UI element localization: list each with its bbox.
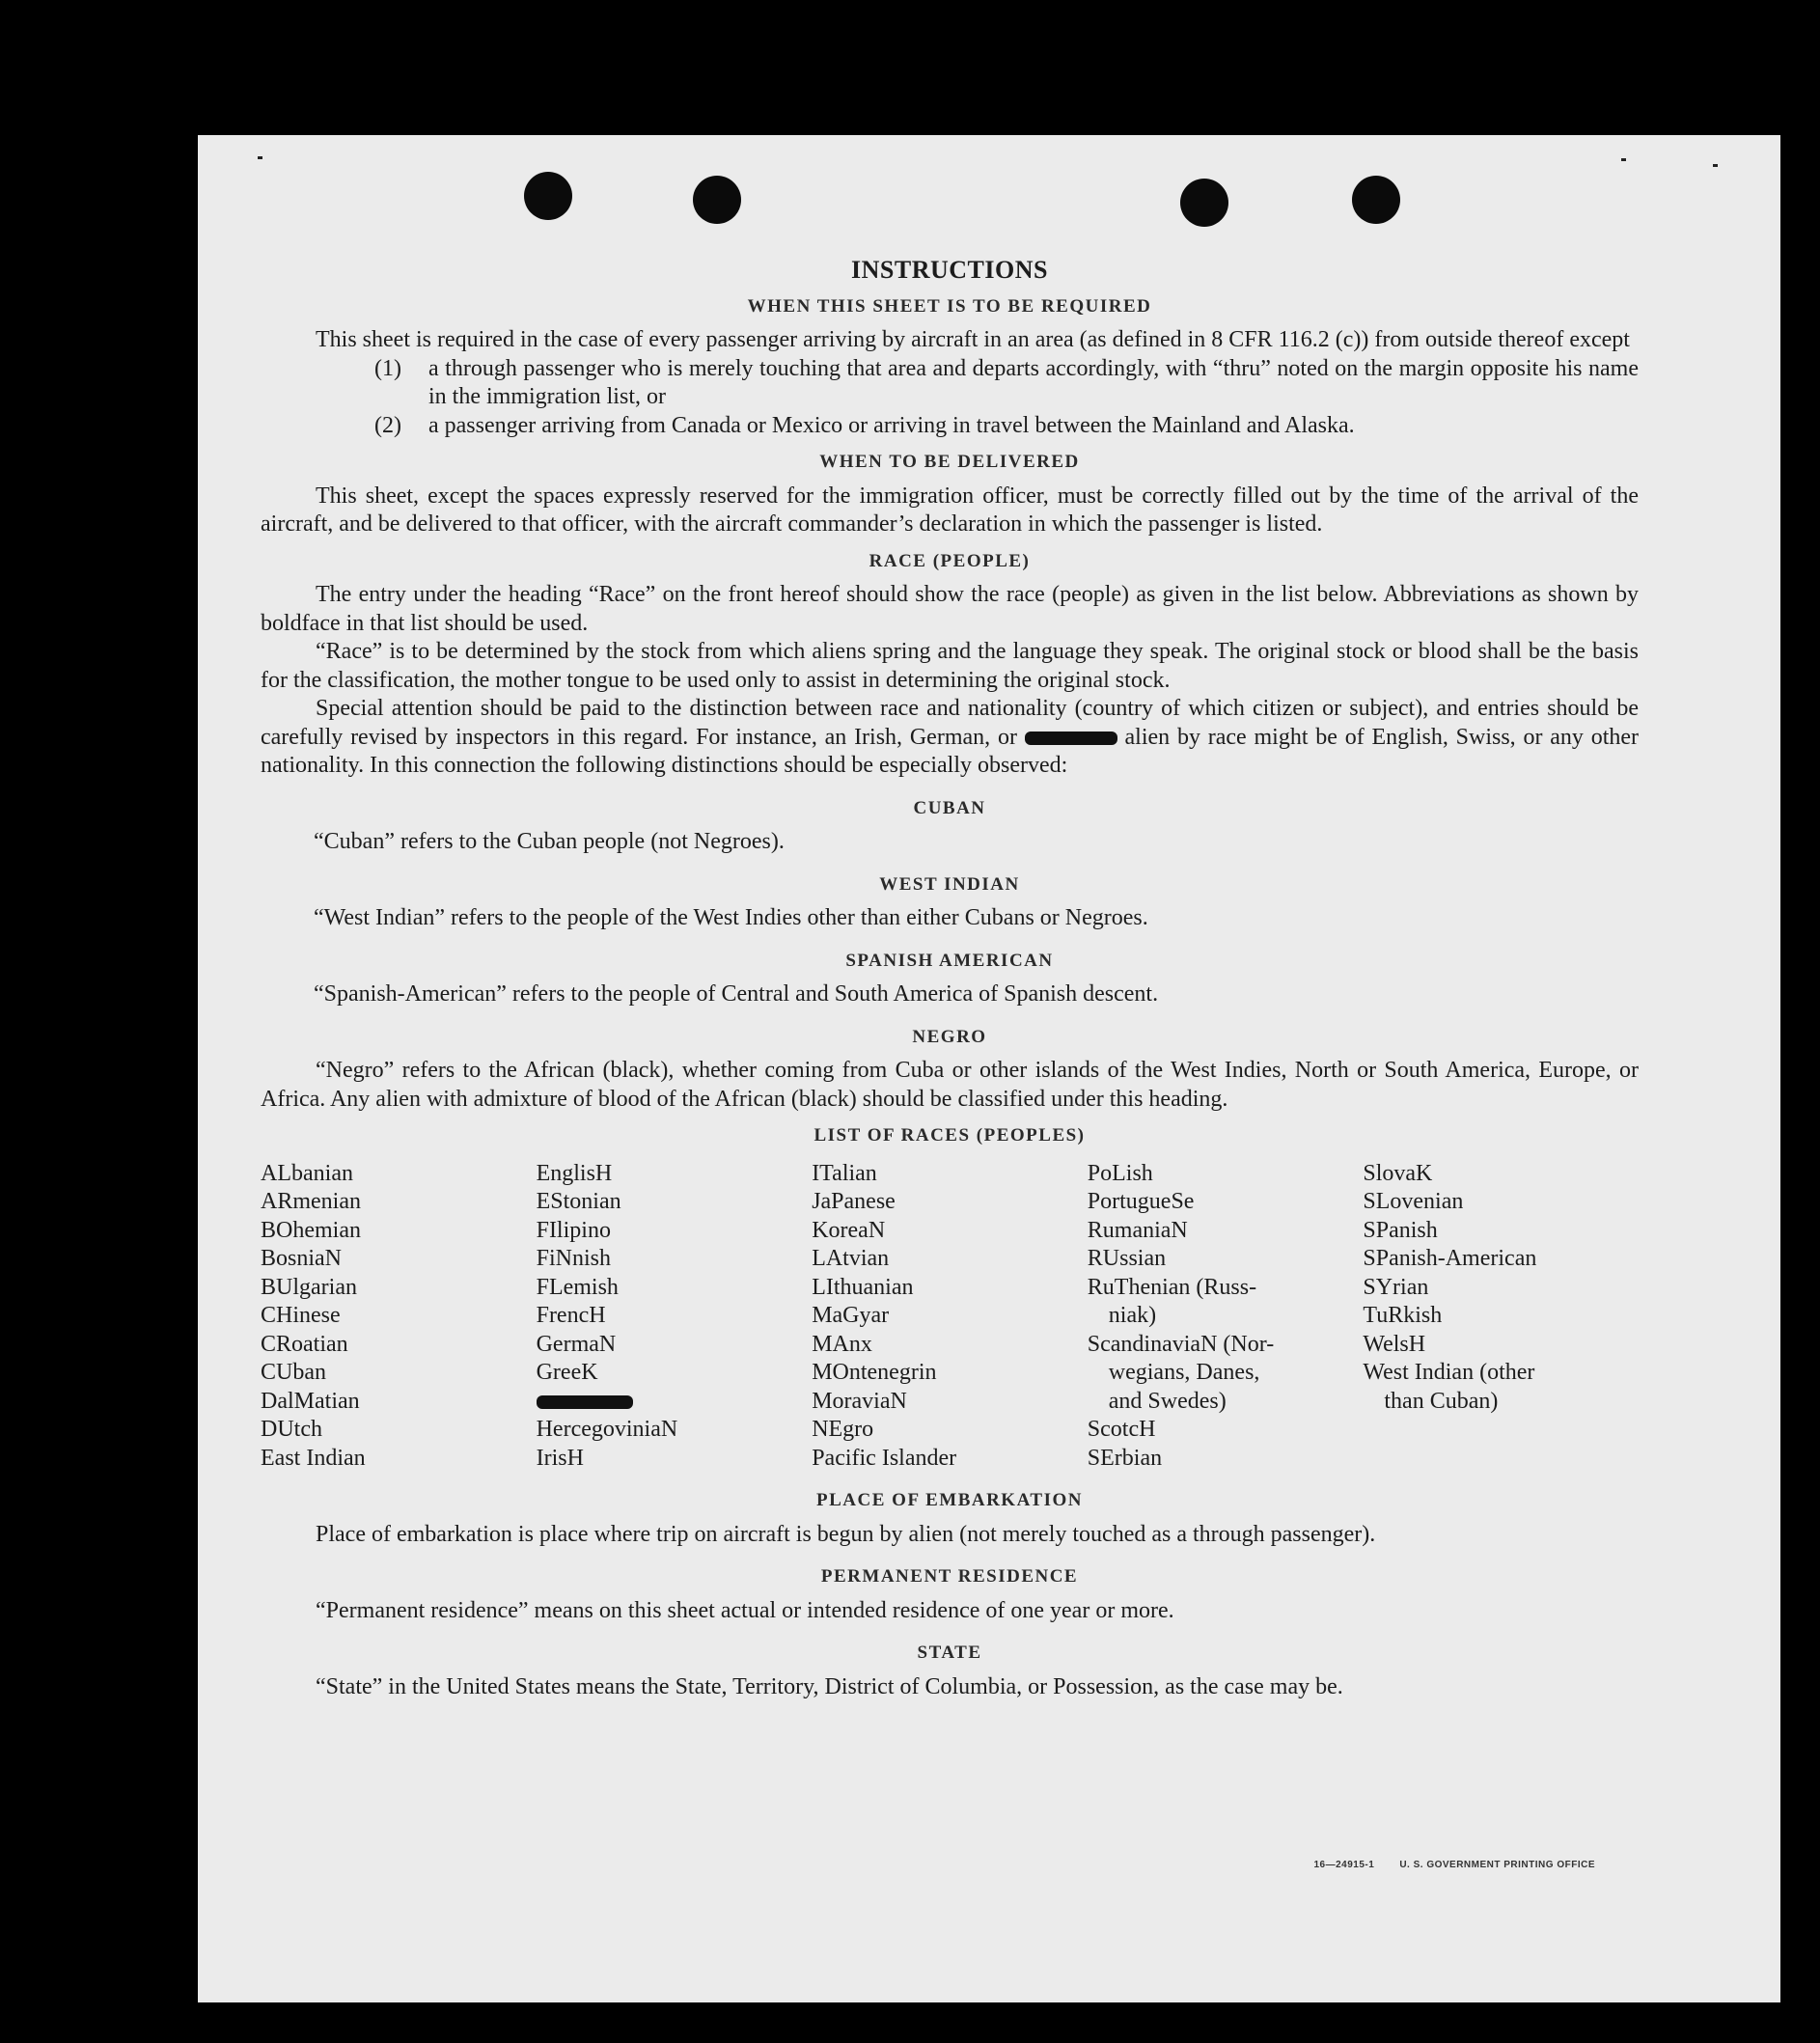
race-item: DalMatian: [261, 1388, 360, 1414]
race-item: SErbian: [1087, 1445, 1163, 1471]
section-heading-delivered: WHEN TO BE DELIVERED: [819, 452, 1080, 472]
race-item: Pacific Islander: [812, 1445, 957, 1471]
race-item: SPanish: [1363, 1217, 1438, 1243]
scan-speck: [1621, 158, 1626, 161]
race-item: SPanish-American: [1363, 1246, 1537, 1271]
race-item: FrencH: [536, 1303, 606, 1328]
race-item-continued: niak): [1108, 1303, 1157, 1328]
punch-hole: [524, 172, 572, 220]
printer-name: U. S. GOVERNMENT PRINTING OFFICE: [1399, 1860, 1595, 1870]
race-item: SlovaK: [1363, 1160, 1433, 1186]
race-item: MoraviaN: [812, 1388, 907, 1414]
instructions-content: [261, 256, 1639, 1701]
race-item: ARmenian: [261, 1189, 361, 1214]
race-item: BosniaN: [261, 1246, 342, 1271]
section-heading-state: STATE: [917, 1643, 982, 1663]
race-item: East Indian: [261, 1445, 366, 1471]
embarkation-text: Place of embarkation is place where trip on aircraft is begun by alien (not merely touched as a through passenger).: [316, 1521, 1376, 1547]
section-heading-residence: PERMANENT RESIDENCE: [820, 1566, 1079, 1587]
required-intro: This sheet is required in the case of every passenger arriving by aircraft in an area (as defined in 8 CFR 116.2 (c)) from outside thereof except: [316, 327, 1630, 352]
race-item: JaPanese: [812, 1189, 896, 1214]
section-heading-west-indian: WEST INDIAN: [879, 873, 1020, 895]
printer-footer: [1288, 1860, 1595, 1870]
spanish-american-definition: “Spanish-American” refers to the people of Central and South America of Spanish descent.: [314, 981, 1159, 1007]
race-item: RUssian: [1087, 1246, 1167, 1271]
west-indian-definition: “West Indian” refers to the people of the West Indies other than either Cubans or Negroes.: [314, 905, 1148, 930]
race-item: RuThenian (Russ-: [1087, 1274, 1257, 1300]
race-item: HercegoviniaN: [536, 1417, 678, 1442]
race-item: FiNnish: [536, 1246, 611, 1271]
exception-number: (1): [374, 355, 401, 381]
race-item: BOhemian: [261, 1217, 361, 1243]
race-item: ScandinaviaN (Nor-: [1087, 1331, 1275, 1357]
race-item: NEgro: [812, 1417, 874, 1442]
race-item: EnglisH: [536, 1160, 613, 1186]
race-item: GreeK: [536, 1360, 598, 1385]
punch-hole: [1180, 179, 1228, 227]
race-item-continued: than Cuban): [1384, 1388, 1499, 1414]
cuban-definition: “Cuban” refers to the Cuban people (not Negroes).: [314, 829, 785, 854]
race-paragraph-3: [261, 695, 1639, 781]
race-item: EStonian: [536, 1189, 621, 1214]
race-item-redacted: [537, 1388, 813, 1417]
exception-text: a passenger arriving from Canada or Mexico or arriving in travel between the Mainland and Alaska.: [428, 412, 1355, 438]
race-item-continued: wegians, Danes,: [1108, 1360, 1260, 1385]
punch-hole: [1352, 176, 1400, 224]
race-column-3: [812, 1160, 1088, 1474]
race-column-4: [1088, 1160, 1364, 1474]
negro-definition: “Negro” refers to the African (black), whether coming from Cuba or other islands of the West Indies, North or South America, Europe, or Africa. Any alien with admixture of blood of the African (black) should be classified under this heading.: [261, 1058, 1639, 1112]
section-heading-required: WHEN THIS SHEET IS TO BE REQUIRED: [747, 295, 1152, 317]
document-sheet: [198, 135, 1780, 2002]
race-item: RumaniaN: [1087, 1217, 1188, 1243]
punch-hole: [693, 176, 741, 224]
section-heading-negro: NEGRO: [912, 1026, 987, 1047]
race-item: KoreaN: [812, 1217, 886, 1243]
race-item-continued: and Swedes): [1108, 1388, 1227, 1414]
race-paragraph-2: “Race” is to be determined by the stock from which aliens spring and the language they speak. The original stock or blood shall be the basis for the classification, the mother tongue to be used only to assist in determining the original stock.: [261, 639, 1639, 693]
race-item: PortugueSe: [1087, 1189, 1195, 1214]
race-item: West Indian (other: [1363, 1360, 1535, 1385]
race-item: BUlgarian: [261, 1274, 357, 1300]
race-item: SLovenian: [1363, 1189, 1464, 1214]
race-list: [261, 1160, 1639, 1474]
race-item: CUban: [261, 1360, 326, 1385]
race-item: GermaN: [536, 1331, 617, 1357]
delivered-text: This sheet, except the spaces expressly reserved for the immigration officer, must be correctly filled out by the time of the arrival of the aircraft, and be delivered to that officer, with the aircraft commander’s declaration in which the passenger is listed.: [261, 483, 1639, 537]
race-paragraph-1: The entry under the heading “Race” on the front hereof should show the race (people) as given in the list below. Abbreviations as shown by boldface in that list should be used.: [261, 582, 1639, 636]
page-title: INSTRUCTIONS: [851, 256, 1048, 284]
section-heading-spanish-american: SPANISH AMERICAN: [845, 950, 1054, 971]
race-paragraph-3a: Special attention should be paid to the distinction between race and nationality (country of which citizen or subject), and entries should be carefully revised by inspectors in this regard. For instance, an Irish, German, or: [261, 696, 1639, 750]
race-item: LAtvian: [812, 1246, 890, 1271]
race-item: SYrian: [1363, 1274, 1429, 1300]
race-item: ScotcH: [1087, 1417, 1156, 1442]
exceptions-list: [261, 355, 1639, 441]
race-item: DUtch: [261, 1417, 322, 1442]
scan-speck: [1713, 164, 1718, 167]
race-paragraph-3b: alien by race might be of English, Swiss, or any other nationality. In this connection the following distinctions should be especially observed:: [261, 724, 1640, 778]
section-heading-embarkation: PLACE OF EMBARKATION: [816, 1490, 1083, 1510]
exception-item: [374, 355, 1639, 412]
race-item: PoLish: [1087, 1160, 1153, 1186]
race-item: ITalian: [812, 1160, 877, 1186]
section-heading-cuban: CUBAN: [913, 797, 986, 818]
race-item: FIlipino: [536, 1217, 611, 1243]
race-item: ALbanian: [261, 1160, 353, 1186]
race-column-5: [1363, 1160, 1639, 1474]
race-item: WelsH: [1363, 1331, 1426, 1357]
exception-number: (2): [374, 412, 401, 438]
exception-item: [374, 412, 1639, 441]
residence-text: “Permanent residence” means on this sheet actual or intended residence of one year or more.: [316, 1597, 1174, 1623]
scan-speck: [258, 156, 262, 159]
race-item: MAnx: [812, 1331, 872, 1357]
redaction-mark: [537, 1395, 633, 1409]
state-text: “State” in the United States means the State, Territory, District of Columbia, or Possession, as the case may be.: [316, 1673, 1343, 1699]
race-item: IrisH: [536, 1445, 584, 1471]
race-item: CRoatian: [261, 1331, 348, 1357]
race-item: MOntenegrin: [812, 1360, 937, 1385]
race-column-2: [537, 1160, 813, 1474]
race-item: TuRkish: [1363, 1303, 1443, 1328]
race-column-1: [261, 1160, 537, 1474]
race-item: LIthuanian: [812, 1274, 914, 1300]
race-item: FLemish: [536, 1274, 619, 1300]
section-heading-list: LIST OF RACES (PEOPLES): [813, 1125, 1086, 1146]
race-item: CHinese: [261, 1303, 341, 1328]
form-number: 16—24915-1: [1313, 1860, 1375, 1870]
exception-text: a through passenger who is merely touching that area and departs accordingly, with “thru” noted on the margin opposite his name in the immigration list, or: [428, 355, 1639, 409]
redaction-mark: [1025, 732, 1117, 745]
race-item: MaGyar: [812, 1303, 890, 1328]
section-heading-race: RACE (PEOPLE): [869, 550, 1031, 571]
